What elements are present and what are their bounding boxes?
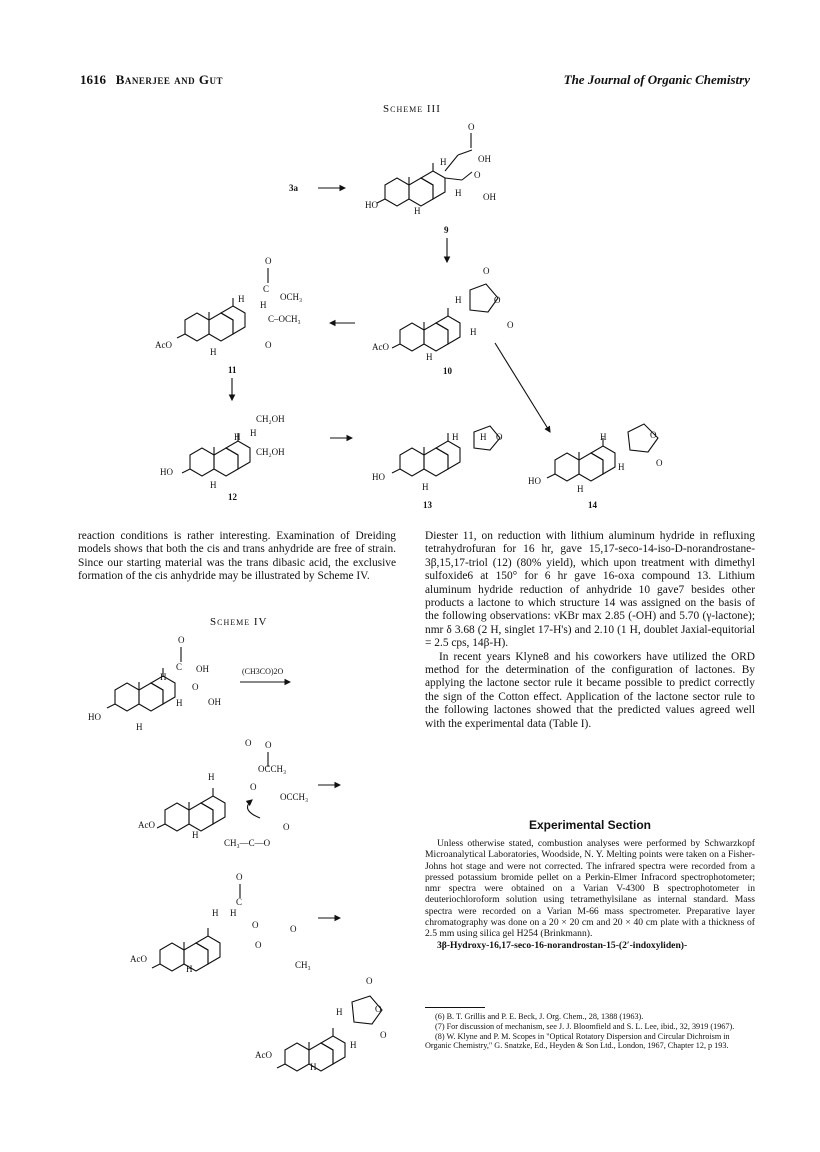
svg-text:CH₃—C—O: CH₃—C—O	[224, 838, 271, 848]
svg-text:O: O	[366, 976, 373, 986]
structure-11	[155, 256, 302, 357]
svg-text:O: O	[483, 266, 490, 276]
svg-text:H: H	[210, 480, 217, 490]
svg-text:OH: OH	[208, 697, 221, 707]
svg-text:O: O	[265, 340, 272, 350]
svg-text:O: O	[236, 872, 243, 882]
svg-text:O: O	[375, 1004, 382, 1014]
svg-text:HO: HO	[88, 712, 101, 722]
svg-text:H: H	[455, 295, 462, 305]
svg-text:O: O	[245, 738, 252, 748]
svg-text:O: O	[656, 458, 663, 468]
svg-text:CH₂OH: CH₂OH	[256, 447, 285, 457]
svg-text:OCCH₃: OCCH₃	[280, 792, 309, 802]
scheme4-title: Scheme IV	[210, 616, 268, 628]
svg-text:H: H	[480, 432, 487, 442]
svg-text:O: O	[250, 782, 257, 792]
footnotes	[425, 1012, 755, 1051]
svg-text:OCCH₃: OCCH₃	[258, 764, 287, 774]
svg-text:H: H	[452, 432, 459, 442]
paragraph-diester: Diester 11, on reduction with lithium aluminum hydride in refluxing tetrahydrofuran for 16 hr, gave 15,17-seco-14-iso-D-norandrostane-3β,15,17-triol (12) (80% yield), which upon treatment with dimethyl sulfoxide6 at 150° for 6 hr gave 16-oxa compound 13. Lithium aluminum hydride reduction of anhydride 10 gave7 besides other products a lactone to which structure 14 was assigned on the basis of the following observations: νKBr max 2.85 (-OH) and 5.70 (γ-lactone); nmr δ 3.68 (2 H, singlet 17-H's) and 2.10 (1 H, doublet Jaxial-equitorial = 2.5 cps, 14β-H).	[425, 530, 755, 650]
svg-text:H: H	[230, 908, 237, 918]
svg-text:O: O	[252, 920, 259, 930]
svg-text:C: C	[263, 284, 270, 294]
paragraph-klyne: In recent years Klyne8 and his coworkers have utilized the ORD method for the determination of the configuration of lactones. By applying the lactone sector rule it became possible to predict correctly the sign of the Cotton effect. Application of the lactone sector rule to the following lactones showed that the predicted values agreed well with the experimental data (Table I).	[425, 650, 755, 730]
svg-text:H: H	[618, 462, 625, 472]
structure-12	[160, 414, 285, 490]
svg-text:H: H	[440, 157, 447, 167]
svg-text:H: H	[350, 1040, 357, 1050]
svg-text:H: H	[212, 908, 219, 918]
scheme3-title: Scheme III	[383, 103, 441, 115]
svg-text:CH₂OH: CH₂OH	[256, 414, 285, 424]
label-14: 14	[588, 500, 597, 510]
label-13: 13	[423, 500, 432, 510]
svg-text:O: O	[650, 430, 657, 440]
svg-text:H: H	[422, 482, 429, 492]
svg-text:H: H	[577, 484, 584, 494]
scheme4-step2	[138, 738, 308, 848]
svg-text:AcO: AcO	[372, 342, 389, 352]
svg-text:H: H	[186, 964, 193, 974]
scheme4-step3	[130, 872, 311, 974]
svg-text:H: H	[414, 206, 421, 216]
scheme4-step1	[88, 635, 221, 732]
experimental-body	[425, 838, 755, 951]
label-12: 12	[228, 492, 237, 502]
compound-heading: 3β-Hydroxy-16,17-seco-16-norandrostan-15-(2′-indoxyliden)-	[437, 939, 688, 951]
svg-text:O: O	[468, 122, 475, 132]
svg-text:O: O	[192, 682, 199, 692]
svg-text:H: H	[234, 432, 241, 442]
svg-text:C: C	[236, 897, 243, 907]
svg-text:H: H	[250, 428, 257, 438]
svg-text:O: O	[507, 320, 514, 330]
svg-text:O: O	[496, 432, 503, 442]
scheme4-product	[255, 976, 387, 1072]
svg-text:H: H	[238, 294, 245, 304]
svg-text:H: H	[192, 830, 199, 840]
svg-text:O: O	[290, 924, 297, 934]
label-11: 11	[228, 365, 237, 375]
svg-text:H: H	[260, 300, 267, 310]
footnote-7: (7) For discussion of mechanism, see J. J. Bloomfield and S. L. Lee, ibid., 32, 3919 (1967).	[435, 1021, 735, 1031]
svg-text:H: H	[426, 352, 433, 362]
svg-text:AcO: AcO	[255, 1050, 272, 1060]
svg-text:O: O	[380, 1030, 387, 1040]
svg-text:H: H	[208, 772, 215, 782]
svg-text:O: O	[474, 170, 481, 180]
experimental-general: Unless otherwise stated, combustion analyses were performed by Schwarzkopf Microanalytical Laboratories, Woodside, N. Y. Melting points were taken on a Fisher-Johns hot stage and were not corrected. The infrared spectra were recorded from a pressed potassium bromide pellet on a Perkin-Elmer Infracord spectrophotometer; nmr spectra were obtained on a Varian V-4300 B spectrophotometer in deuteriochloroform solution using tetramethylsilane as internal standard. Mass spectra were recorded on a Varian M-66 mass spectrometer. Preparative layer chromatography was done on a 20 × 20 cm and 20 × 40 cm plate with a thickness of 2.5 mm using silica gel H254 (Brinkmann).	[425, 838, 755, 940]
structure-13	[372, 426, 503, 492]
svg-text:H: H	[600, 432, 607, 442]
footnote-8: (8) W. Klyne and P. M. Scopes in "Optical Rotatory Dispersion and Circular Dichroism in Organic Chemistry," G. Snatzke, Ed., Heyden & Son Ltd., London, 1967, Chapter 12, p 193.	[425, 1031, 730, 1051]
svg-text:H: H	[310, 1062, 317, 1072]
svg-text:H: H	[176, 698, 183, 708]
label-10: 10	[443, 366, 452, 376]
svg-text:H: H	[160, 672, 167, 682]
label-3a: 3a	[289, 183, 298, 193]
svg-text:HO: HO	[365, 200, 378, 210]
reagent-label: (CH3CO)2O	[242, 667, 284, 676]
svg-text:HO: HO	[372, 472, 385, 482]
svg-text:CH₃: CH₃	[295, 960, 311, 970]
svg-text:O: O	[265, 740, 272, 750]
page-number: 1616	[80, 72, 106, 87]
label-9: 9	[444, 225, 449, 235]
structure-14	[528, 424, 663, 494]
experimental-heading: Experimental Section	[528, 818, 652, 832]
svg-text:H: H	[136, 722, 143, 732]
svg-text:O: O	[265, 256, 272, 266]
svg-text:HO: HO	[528, 476, 541, 486]
svg-text:O: O	[283, 822, 290, 832]
svg-text:OCH₃: OCH₃	[280, 292, 303, 302]
footnote-6: (6) B. T. Grillis and P. E. Beck, J. Org. Chem., 28, 1388 (1963).	[435, 1012, 644, 1021]
svg-text:C: C	[176, 662, 183, 672]
authors: Banerjee and Gut	[115, 72, 224, 87]
svg-text:O: O	[178, 635, 185, 645]
structure-9	[365, 122, 496, 216]
svg-text:OH: OH	[478, 154, 491, 164]
svg-text:C–OCH₃: C–OCH₃	[268, 314, 301, 324]
journal-title: The Journal of Organic Chemistry	[563, 72, 750, 87]
svg-text:O: O	[255, 940, 262, 950]
svg-text:OH: OH	[196, 664, 209, 674]
left-paragraph: reaction conditions is rather interesting. Examination of Dreiding models shows that both the cis and trans anhydride are free of strain. Since our starting material was the trans dibasic acid, the exclusive formation of the cis anhydride may be illustrated by Scheme IV.	[78, 530, 396, 583]
svg-text:OH: OH	[483, 192, 496, 202]
svg-text:H: H	[455, 188, 462, 198]
footnote-rule	[425, 1007, 485, 1008]
svg-text:H: H	[210, 347, 217, 357]
svg-text:AcO: AcO	[138, 820, 155, 830]
svg-text:H: H	[470, 327, 477, 337]
svg-text:AcO: AcO	[155, 340, 172, 350]
structure-10	[372, 266, 514, 362]
svg-text:HO: HO	[160, 467, 173, 477]
svg-text:O: O	[494, 295, 501, 305]
svg-text:H: H	[336, 1007, 343, 1017]
right-column	[425, 530, 755, 731]
svg-text:AcO: AcO	[130, 954, 147, 964]
